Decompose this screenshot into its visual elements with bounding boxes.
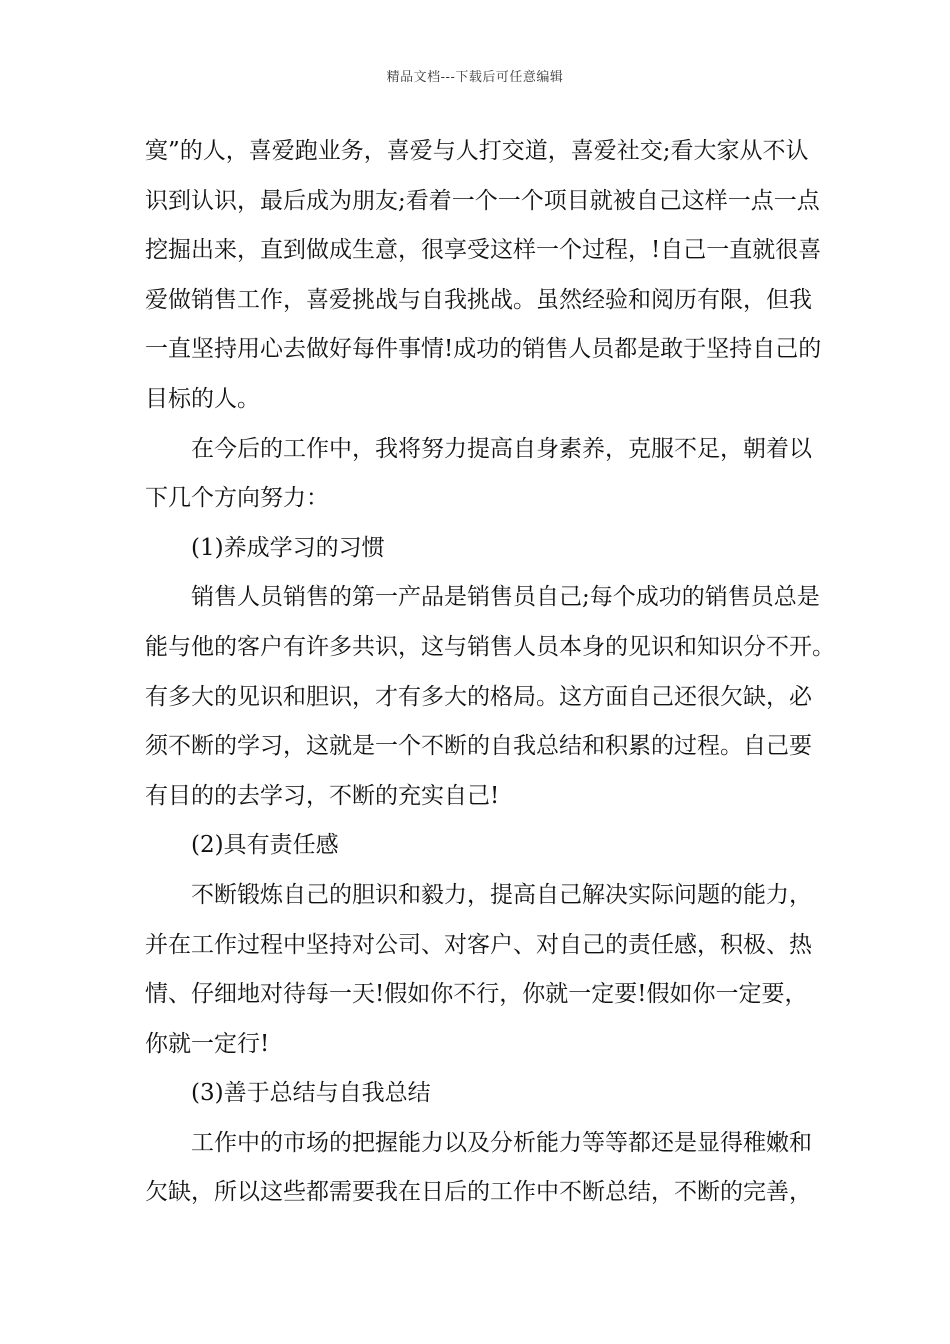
section-heading-2: (2)具有责任感 <box>191 832 339 859</box>
text-line: 识到认识，最后成为朋友;看着一个一个项目就被自己这样一点一点 <box>145 187 820 214</box>
text-line: 你就一定行! <box>145 1030 270 1057</box>
text-line: 并在工作过程中坚持对公司、对客户、对自己的责任感，积极、热 <box>145 931 812 958</box>
text-line: 一直坚持用心去做好每件事情!成功的销售人员都是敢于坚持自己的 <box>145 336 822 363</box>
paragraph-start-line: 工作中的市场的把握能力以及分析能力等等都还是显得稚嫩和 <box>191 1129 812 1156</box>
text-line: 须不断的学习，这就是一个不断的自我总结和积累的过程。自己要 <box>145 733 812 760</box>
section-heading-3: (3)善于总结与自我总结 <box>191 1080 431 1107</box>
page-header: 精品文档---下载后可任意编辑 <box>386 70 564 85</box>
text-line: 寞”的人，喜爱跑业务，喜爱与人打交道，喜爱社交;看大家从不认 <box>145 138 809 164</box>
text-line: 有目的的去学习，不断的充实自己! <box>145 782 500 809</box>
text-line: 能与他的客户有许多共识，这与销售人员本身的见识和知识分不开。 <box>145 633 835 660</box>
text-line: 情、仔细地对待每一天!假如你不行，你就一定要!假如你一定要， <box>145 981 808 1008</box>
text-line: 爱做销售工作，喜爱挑战与自我挑战。虽然经验和阅历有限，但我 <box>145 286 812 313</box>
text-line: 挖掘出来，直到做成生意，很享受这样一个过程，!自己一直就很喜 <box>145 237 822 264</box>
text-line: 有多大的见识和胆识，才有多大的格局。这方面自己还很欠缺，必 <box>145 683 812 710</box>
text-line: 欠缺，所以这些都需要我在日后的工作中不断总结，不断的完善， <box>145 1179 812 1206</box>
paragraph-start-line: 销售人员销售的第一产品是销售员自己;每个成功的销售员总是 <box>191 584 820 611</box>
paragraph-start-line: 在今后的工作中，我将努力提高自身素养，克服不足，朝着以 <box>191 435 812 462</box>
section-heading-1: (1)养成学习的习惯 <box>191 534 385 561</box>
paragraph-start-line: 不断锻炼自己的胆识和毅力，提高自己解决实际问题的能力， <box>191 881 812 908</box>
text-line: 目标的人。 <box>145 385 260 412</box>
document-body <box>145 131 835 1222</box>
text-line: 下几个方向努力： <box>145 485 329 512</box>
